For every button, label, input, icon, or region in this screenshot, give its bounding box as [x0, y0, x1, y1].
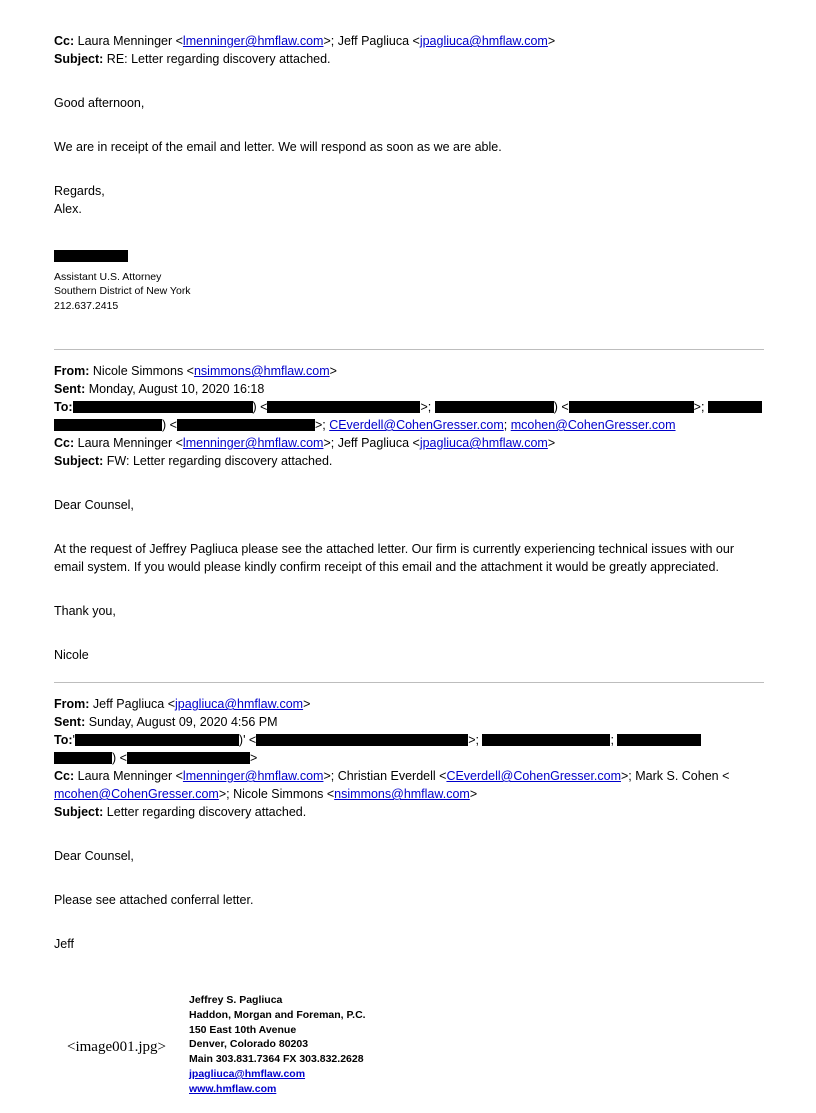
from-label: From: [54, 364, 90, 378]
redaction-bar [569, 401, 694, 413]
subject-value: Letter regarding discovery attached. [106, 805, 307, 819]
message-top [54, 32, 764, 313]
to-sep-5: >; [693, 400, 708, 414]
sign-name: Alex. [54, 202, 82, 216]
message-3 [54, 695, 764, 953]
body-text: We are in receipt of the email and letter. We will respond as soon as we are able. [54, 140, 502, 154]
cc-end: > [469, 787, 478, 801]
sent-label: Sent: [54, 382, 86, 396]
message-2 [54, 362, 764, 664]
redaction-bar [127, 752, 250, 764]
redaction-bar [708, 401, 762, 413]
greeting: Good afternoon, [54, 96, 145, 110]
thanks: Thank you, [54, 604, 116, 618]
cc-label: Cc: [54, 34, 75, 48]
contact-card [189, 993, 366, 1097]
cc-middle-2: >; Mark S. Cohen < [621, 769, 730, 783]
redaction-bar [54, 752, 112, 764]
sent-line [54, 713, 764, 731]
to-label: To: [54, 400, 73, 414]
signature-card [54, 983, 764, 1113]
subject-line [54, 452, 764, 470]
contact-address: 150 East 10th Avenue [189, 1023, 297, 1036]
sent-value: Sunday, August 09, 2020 4:56 PM [88, 715, 278, 729]
redaction-bar [54, 419, 162, 431]
redaction-bar [72, 733, 239, 747]
to-email-1[interactable]: CEverdell@CohenGresser.com [329, 418, 504, 432]
cc-email-2[interactable]: CEverdell@CohenGresser.com [446, 769, 621, 783]
contact-firm: Haddon, Morgan and Foreman, P.C. [189, 1008, 366, 1021]
to-sep-4: ) < [112, 751, 127, 765]
greeting: Dear Counsel, [54, 498, 134, 512]
to-line [54, 398, 764, 416]
greeting: Dear Counsel, [54, 849, 134, 863]
cc-middle: >; Jeff Pagliuca < [323, 436, 420, 450]
subject-label: Subject: [54, 52, 104, 66]
signature-title: Assistant U.S. Attorney [54, 270, 162, 283]
cc-line-cont [54, 785, 764, 803]
from-name: Nicole Simmons < [92, 364, 194, 378]
signature-block [54, 246, 764, 313]
redaction-bar [482, 734, 610, 746]
to-quote: ' [72, 733, 75, 747]
cc-line [54, 32, 764, 50]
redaction-bar [617, 734, 701, 746]
subject-label: Subject: [54, 805, 104, 819]
cc-email-1[interactable]: lmenninger@hmflaw.com [182, 436, 324, 450]
contact-phone: Main 303.831.7364 FX 303.832.2628 [189, 1053, 364, 1066]
cc-line [54, 767, 764, 785]
body-text: At the request of Jeffrey Pagliuca please see the attached letter. Our firm is currently experiencing technical issues with our email system. If you would please kindly confirm receipt of this email and the attachment it would be greatly appreciated. [54, 542, 734, 574]
body-text: Please see attached conferral letter. [54, 893, 254, 907]
to-line-cont [54, 416, 764, 434]
subject-label: Subject: [54, 454, 104, 468]
to-semicolon: ; [503, 418, 511, 432]
cc-name-1: Laura Menninger < [77, 769, 183, 783]
redaction-bar [54, 250, 128, 262]
sent-label: Sent: [54, 715, 86, 729]
to-email-2[interactable]: mcohen@CohenGresser.com [510, 418, 676, 432]
redaction-bar [435, 401, 554, 413]
cc-end: > [547, 436, 556, 450]
cc-email-1[interactable]: lmenninger@hmflaw.com [182, 769, 324, 783]
sent-value: Monday, August 10, 2020 16:18 [88, 382, 265, 396]
cc-email-1[interactable]: lmenninger@hmflaw.com [182, 34, 324, 48]
subject-line [54, 803, 764, 821]
contact-website-link[interactable]: www.hmflaw.com [189, 1082, 277, 1095]
sign-name: Nicole [54, 648, 89, 662]
from-email[interactable]: jpagliuca@hmflaw.com [175, 697, 304, 711]
to-sep-2: >; [468, 733, 483, 747]
from-line [54, 695, 764, 713]
cc-middle-1: >; Christian Everdell < [323, 769, 447, 783]
cc-label: Cc: [54, 436, 75, 450]
to-sep-6: ) < [162, 418, 177, 432]
signature-office: Southern District of New York [54, 285, 191, 297]
to-line [54, 731, 764, 749]
subject-value: RE: Letter regarding discovery attached. [106, 52, 331, 66]
from-label: From: [54, 697, 90, 711]
cc-email-3[interactable]: mcohen@CohenGresser.com [54, 787, 219, 801]
email-thread [54, 32, 764, 1113]
signature-name-redacted [54, 250, 764, 266]
cc-end: > [547, 34, 556, 48]
sign-off: Regards, [54, 184, 105, 198]
to-sep-5: > [249, 751, 258, 765]
to-label: To: [54, 733, 73, 747]
to-sep-3: ; [610, 733, 618, 747]
contact-email-link[interactable]: jpagliuca@hmflaw.com [189, 1067, 306, 1080]
from-email[interactable]: nsimmons@hmflaw.com [193, 364, 330, 378]
signature-phone: 212.637.2415 [54, 299, 119, 312]
to-sep-1: )' < [238, 733, 257, 747]
image-placeholder: <image001.jpg> [67, 1039, 166, 1055]
cc-label: Cc: [54, 769, 75, 783]
cc-middle-3: >; Nicole Simmons < [218, 787, 335, 801]
cc-email-4[interactable]: nsimmons@hmflaw.com [334, 787, 470, 801]
cc-name-1: Laura Menninger < [77, 34, 183, 48]
to-sep-3: ) < [553, 400, 569, 414]
redaction-bar [267, 401, 420, 413]
to-sep-1: ) < [252, 400, 268, 414]
cc-name-1: Laura Menninger < [77, 436, 183, 450]
from-name: Jeff Pagliuca < [92, 697, 176, 711]
to-sep-7: >; [314, 418, 330, 432]
sent-line [54, 380, 764, 398]
contact-city: Denver, Colorado 80203 [189, 1038, 309, 1051]
to-line-cont [54, 749, 764, 767]
redaction-bar [73, 401, 253, 413]
contact-name: Jeffrey S. Pagliuca [189, 994, 283, 1006]
from-end: > [329, 364, 337, 378]
from-end: > [303, 697, 311, 711]
cc-email-2[interactable]: jpagliuca@hmflaw.com [419, 436, 548, 450]
redaction-bar [177, 419, 315, 431]
redaction-bar [256, 734, 468, 746]
cc-line [54, 434, 764, 452]
cc-email-2[interactable]: jpagliuca@hmflaw.com [419, 34, 548, 48]
subject-value: FW: Letter regarding discovery attached. [106, 454, 333, 468]
subject-line [54, 50, 764, 68]
to-sep-2: >; [420, 400, 435, 414]
sign-name: Jeff [54, 937, 74, 951]
from-line [54, 362, 764, 380]
cc-middle: >; Jeff Pagliuca < [323, 34, 420, 48]
